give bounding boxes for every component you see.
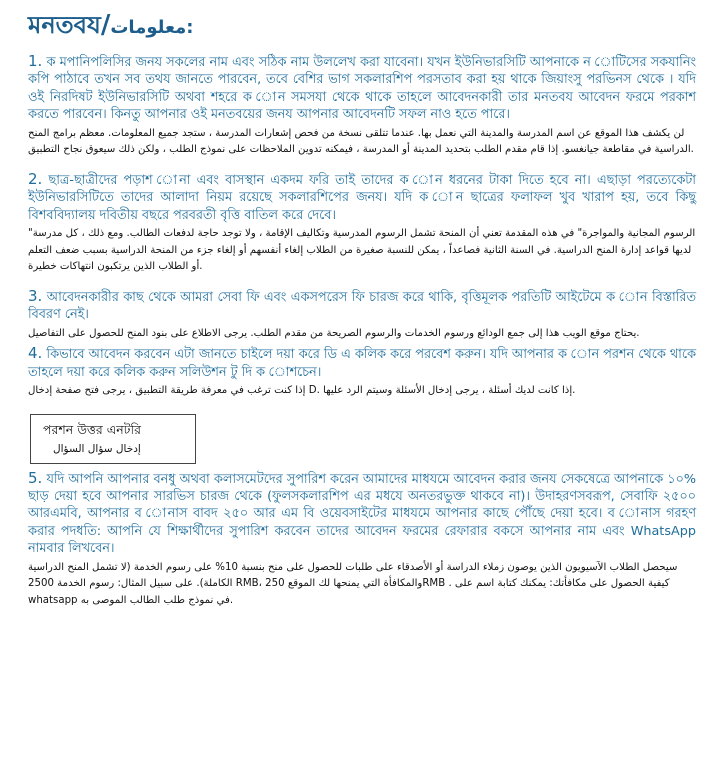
page-title (28, 10, 696, 43)
section-1-bn-body: ক মপানিপলিসির জনয সকলের নাম এবং সঠিক নাম উললেখ করা যাবেনা। যখন ইউনিভারসিটি আপনাকে ন োটিসের সকযানিং কপি পাঠাবে তখন সব তথয জানতে পারবেন, তবে বেশির ভাগ সকলারশিপ পরসতাব করা হয় থাকে জিয়াংসু পরভিনস থেকে । যদি ওই নিরদিষট ইউনিভারসিটি অথবা শহরে ক োন সমসযা থেকে থাকে তাহলে আবেদনকারী তার মনতবয আবেদন ফরমে পরকাশ করতে পারবেন। কিনতু আপনার ওই মনতবয়ের জনয আপনার আবেদনটি সফল নাও হতে পারে। (28, 55, 696, 123)
section-4-text-ar: إذا كنت ترغب في معرفة طريقة التطبيق ، يرجى فتح صفحة إدخال D. إذا كانت لديك أسئلة ، يرجى إدخال الأسئلة وسيتم الرد عليها. (28, 385, 576, 397)
section-1 (28, 53, 696, 159)
section-5-bn-body: যদি আপনি আপনার বনধু অথবা কলাসমেটদের সুপারিশ করেন আমাদের মাধযমে আবেদন করার জনয সেকষেত্রে আপনাকে ১০% ছাড় দেয়া হবে আপনার সারভিস চারজ থেকে (ফুলসকলারশিপ এর মধযে অনতরভুক্ত থাকবে না)। উদাহরণসবরূপ, সেবাফি ২৫০০ আরএমবি, আপনার ব োনাস বাবদ ২৫০ আর এম বি ওয়েবসাইটের মাধযমে আপনার কাছে পৌঁছে দেয়া হবে। ব োনাস গরহণ করার পদধতি: আপনি যে শিক্ষার্থীদের সুপারিশ করবেন তাদের আবেদন ফরমের রেফারার বকসে আপনার নাম এবং WhatsApp নামবার লিখবেন। (28, 471, 697, 557)
section-5-text-ar: سيحصل الطلاب الآسيويون الذين يوصون زملاء الدراسة أو الأصدقاء على طلبات للحصول على منح بنسبة 10% على رسوم الخدمة (لا تشمل المنح الدراسية الكاملة). على سبيل المثال: رسوم الخدمة 2500 RMB، والمكافأة التي يمنحها لك الموقع 250RMB . كيفية الحصول على مكافأتك: يمكنك كتابة اسم على whatsapp في نموذج طلب الطالب الموصى به. (28, 561, 678, 606)
section-3-text-bn (28, 288, 696, 324)
section-4 (28, 345, 696, 399)
page-title-bn: মনতবয (28, 11, 101, 39)
question-answer-entry-button[interactable] (30, 414, 196, 464)
title-slash: / (100, 10, 111, 40)
section-3-text-ar: يحتاج موقع الويب هذا إلى جمع الودائع ورسوم الخدمات والرسوم الصريحة من مقدم الطلب. يرجى الاطلاع على بنود المنح للحصول على التفاصيل. (28, 327, 640, 339)
section-5-text-bn (28, 470, 696, 558)
section-3 (28, 288, 696, 342)
section-4-bn-body: কিভাবে আবেদন করবেন এটা জানতে চাইলে দয়া করে ডি এ কলিক করে পরবেশ করুন। যদি আপনার ক োন পরশন থেকে থাকে তাহলে দয়া করে কলিক করুন সলিউশন টু দি ক োশচেন। (28, 347, 696, 380)
section-2 (28, 171, 696, 276)
section-1-text-bn (28, 53, 696, 124)
page (28, 10, 696, 609)
section-3-bn-body: আবেদনকারীর কাছ থেকে আমরা সেবা ফি এবং একসপরেস ফি চারজ করে থাকি, বৃত্তিমূলক পরতিটি আইটেমে ক োন বিস্তারিত বিবরণ নেই। (28, 289, 696, 323)
section-2-text-bn (28, 171, 696, 224)
section-1-text-ar: لن يكشف هذا الموقع عن اسم المدرسة والمدينة التي نعمل بها. عندما تتلقى نسخة من فحص إشعارات المدرسة ، ستجد جميع المعلومات. معظم برامج المنح الدراسية في مقاطعة جيانغسو. إذا قام مقدم الطلب بتحديد المدينة أو المدرسة ، فيمكنه تدوين الملاحظات على نموذج الطلب ، ولكن ذلك سيعوق نجاح التطبيق. (28, 127, 694, 156)
section-4-text-bn (28, 345, 696, 381)
section-1-number: 1. (28, 52, 43, 70)
section-3-number: 3. (28, 286, 43, 305)
section-2-number: 2. (28, 169, 43, 188)
section-5 (28, 470, 696, 610)
section-5-number: 5. (28, 468, 43, 487)
section-4-number: 4. (28, 344, 43, 363)
question-answer-entry-label: পরশন উত্তর এনটরি (43, 421, 141, 437)
question-answer-entry-sublabel: إدخال سؤال السؤال (53, 442, 141, 455)
section-2-text-ar: "الرسوم المجانية والمواجرة" في هذه المقدمة تعني أن المنحة تشمل الرسوم المدرسية وتكاليف الإقامة ، ولا توجد حاجة لدفعات الطالب. ومع ذلك ، كل مدرسة لديها قواعد إدارة المنح الدراسية. في السنة الثانية فصاعداً ، يمكن للنسبة صغيرة من الطلاب إلغاء أنفسهم أو إلغاء جزء من المنحة الدراسية بسبب ضعف التعلم أو الطلاب الذين يرتكبون انتهاكات خطيرة. (28, 228, 696, 273)
section-2-bn-body: ছাত্র-ছাত্রীদের পড়াশ োনা এবং বাসস্থান একদম ফরি তাই তাদের ক োন ধরনের টাকা দিতে হবে না। এছাড়া পরত্যেকেটা ইউনিভারসিটিতে তাদের আলাদা নিয়ম রয়েছে সকলারশিপের জনয। যদি ক োন ছাত্রের ফলাফল খুব খারাপ হয়, তবে কিছু বিশববিদ্যালয় দবিতীয় বছরে পরবরতী বৃত্তি বাতিল করে দেবে। (28, 172, 696, 223)
page-title-ar: معلومات: (110, 17, 194, 38)
